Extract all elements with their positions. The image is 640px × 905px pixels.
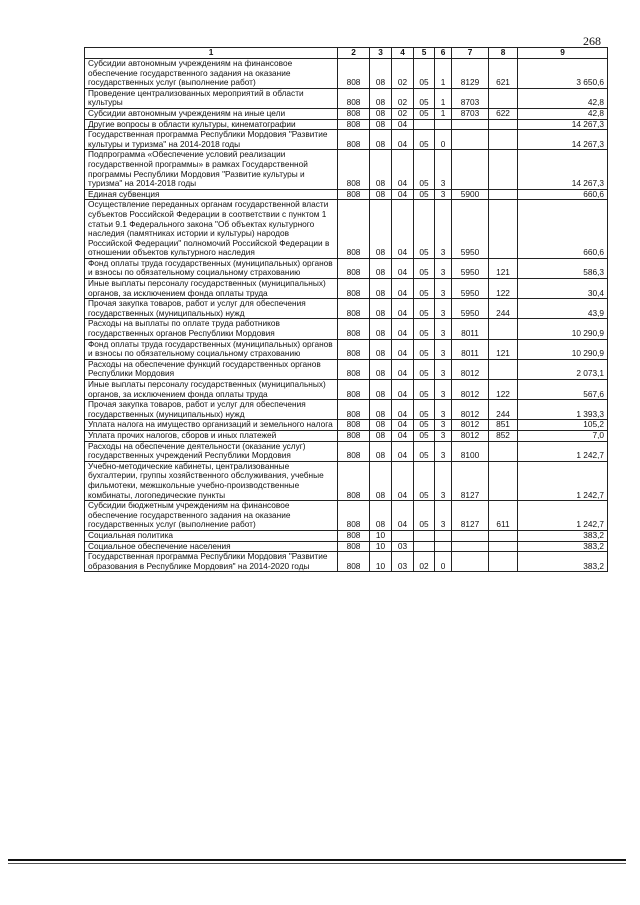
subprogram-code-cell: 3 bbox=[435, 339, 452, 359]
column-header: 1 bbox=[85, 48, 338, 59]
subprogram-code-cell: 3 bbox=[435, 189, 452, 200]
subprogram-code-cell: 3 bbox=[435, 380, 452, 400]
program-code-cell: 05 bbox=[414, 59, 435, 89]
article-code-cell bbox=[452, 552, 489, 572]
amount-cell: 383,2 bbox=[518, 552, 608, 572]
subsection-code-cell bbox=[392, 530, 414, 541]
expense-type-code-cell bbox=[489, 541, 518, 552]
ministry-code-cell: 808 bbox=[338, 119, 370, 130]
subsection-code-cell: 04 bbox=[392, 189, 414, 200]
article-code-cell: 5900 bbox=[452, 189, 489, 200]
subsection-code-cell: 02 bbox=[392, 88, 414, 108]
amount-cell: 14 267,3 bbox=[518, 119, 608, 130]
expense-type-code-cell bbox=[489, 88, 518, 108]
amount-cell: 567,6 bbox=[518, 380, 608, 400]
item-name-cell: Подпрограмма «Обеспечение условий реализации государственной программы» в рамках Государственной программы Республики Мордовия "Развитие культуры и туризма" на 2014-2018 годы bbox=[85, 150, 338, 189]
article-code-cell: 8127 bbox=[452, 461, 489, 500]
program-code-cell: 05 bbox=[414, 108, 435, 119]
ministry-code-cell: 808 bbox=[338, 530, 370, 541]
article-code-cell bbox=[452, 530, 489, 541]
program-code-cell: 02 bbox=[414, 552, 435, 572]
subprogram-code-cell: 3 bbox=[435, 299, 452, 319]
subsection-code-cell: 04 bbox=[392, 279, 414, 299]
ministry-code-cell: 808 bbox=[338, 299, 370, 319]
item-name-cell: Уплата прочих налогов, сборов и иных платежей bbox=[85, 430, 338, 441]
program-code-cell: 05 bbox=[414, 420, 435, 431]
amount-cell: 10 290,9 bbox=[518, 319, 608, 339]
table-row bbox=[85, 130, 608, 150]
expense-type-code-cell: 122 bbox=[489, 279, 518, 299]
expense-type-code-cell: 121 bbox=[489, 258, 518, 278]
program-code-cell bbox=[414, 119, 435, 130]
table-row bbox=[85, 441, 608, 461]
subprogram-code-cell bbox=[435, 530, 452, 541]
expense-type-code-cell: 244 bbox=[489, 400, 518, 420]
ministry-code-cell: 808 bbox=[338, 380, 370, 400]
subprogram-code-cell: 1 bbox=[435, 59, 452, 89]
article-code-cell: 8012 bbox=[452, 430, 489, 441]
subsection-code-cell: 04 bbox=[392, 420, 414, 431]
subsection-code-cell: 04 bbox=[392, 380, 414, 400]
subsection-code-cell: 04 bbox=[392, 441, 414, 461]
section-code-cell: 08 bbox=[370, 319, 392, 339]
table-row bbox=[85, 359, 608, 379]
item-name-cell: Государственная программа Республики Мордовия "Развитие культуры и туризма" на 2014-2018 годы bbox=[85, 130, 338, 150]
section-code-cell: 08 bbox=[370, 359, 392, 379]
item-name-cell: Государственная программа Республики Мордовия "Развитие образования в Республике Мордовия" на 2014-2020 годы bbox=[85, 552, 338, 572]
amount-cell: 14 267,3 bbox=[518, 130, 608, 150]
program-code-cell: 05 bbox=[414, 299, 435, 319]
expense-type-code-cell bbox=[489, 461, 518, 500]
subsection-code-cell: 04 bbox=[392, 430, 414, 441]
subprogram-code-cell bbox=[435, 119, 452, 130]
subprogram-code-cell: 3 bbox=[435, 359, 452, 379]
amount-cell: 383,2 bbox=[518, 530, 608, 541]
expense-type-code-cell bbox=[489, 150, 518, 189]
article-code-cell: 8012 bbox=[452, 359, 489, 379]
amount-cell: 10 290,9 bbox=[518, 339, 608, 359]
ministry-code-cell: 808 bbox=[338, 359, 370, 379]
expense-type-code-cell: 851 bbox=[489, 420, 518, 431]
table-row bbox=[85, 380, 608, 400]
table-row bbox=[85, 258, 608, 278]
item-name-cell: Расходы на выплаты по оплате труда работников государственных органов Республики Мордовия bbox=[85, 319, 338, 339]
subsection-code-cell: 02 bbox=[392, 108, 414, 119]
expense-type-code-cell: 611 bbox=[489, 501, 518, 531]
table-row bbox=[85, 299, 608, 319]
subprogram-code-cell: 3 bbox=[435, 461, 452, 500]
table-row bbox=[85, 200, 608, 259]
article-code-cell: 8012 bbox=[452, 420, 489, 431]
item-name-cell: Прочая закупка товаров, работ и услуг для обеспечения государственных (муниципальных) нужд bbox=[85, 400, 338, 420]
table-row bbox=[85, 59, 608, 89]
subsection-code-cell: 04 bbox=[392, 359, 414, 379]
amount-cell: 1 242,7 bbox=[518, 501, 608, 531]
item-name-cell: Расходы на обеспечение деятельности (оказание услуг) государственных учреждений Республики Мордовия bbox=[85, 441, 338, 461]
item-name-cell: Фонд оплаты труда государственных (муниципальных) органов и взносы по обязательному социальному страхованию bbox=[85, 258, 338, 278]
item-name-cell: Осуществление переданных органам государственной власти субъектов Российской Федерации в соответствии с пунктом 1 статьи 9.1 Федерального закона "Об объектах культурного наследия (памятниках истории и культуры) народов Российской Федерации" полномочий Российской Федерации в отношении объектов культурного наследия bbox=[85, 200, 338, 259]
item-name-cell: Фонд оплаты труда государственных (муниципальных) органов и взносы по обязательному социальному страхованию bbox=[85, 339, 338, 359]
item-name-cell: Субсидии автономным учреждениям на иные цели bbox=[85, 108, 338, 119]
program-code-cell: 05 bbox=[414, 501, 435, 531]
item-name-cell: Расходы на обеспечение функций государственных органов Республики Мордовия bbox=[85, 359, 338, 379]
article-code-cell bbox=[452, 541, 489, 552]
subprogram-code-cell: 3 bbox=[435, 150, 452, 189]
amount-cell: 660,6 bbox=[518, 189, 608, 200]
amount-cell: 105,2 bbox=[518, 420, 608, 431]
item-name-cell: Иные выплаты персоналу государственных (муниципальных) органов, за исключением фонда оплаты труда bbox=[85, 279, 338, 299]
expense-type-code-cell bbox=[489, 530, 518, 541]
subprogram-code-cell: 3 bbox=[435, 400, 452, 420]
subsection-code-cell: 04 bbox=[392, 501, 414, 531]
amount-cell: 383,2 bbox=[518, 541, 608, 552]
table-row bbox=[85, 150, 608, 189]
item-name-cell: Социальное обеспечение населения bbox=[85, 541, 338, 552]
section-code-cell: 08 bbox=[370, 258, 392, 278]
subsection-code-cell: 04 bbox=[392, 339, 414, 359]
section-code-cell: 08 bbox=[370, 441, 392, 461]
subprogram-code-cell: 0 bbox=[435, 130, 452, 150]
expense-type-code-cell bbox=[489, 359, 518, 379]
program-code-cell: 05 bbox=[414, 430, 435, 441]
amount-cell: 1 393,3 bbox=[518, 400, 608, 420]
table-row bbox=[85, 400, 608, 420]
article-code-cell: 5950 bbox=[452, 200, 489, 259]
section-code-cell: 08 bbox=[370, 501, 392, 531]
amount-cell: 42,8 bbox=[518, 88, 608, 108]
program-code-cell: 05 bbox=[414, 359, 435, 379]
program-code-cell: 05 bbox=[414, 319, 435, 339]
section-code-cell: 08 bbox=[370, 400, 392, 420]
subprogram-code-cell: 3 bbox=[435, 420, 452, 431]
section-code-cell: 10 bbox=[370, 530, 392, 541]
item-name-cell: Уплата налога на имущество организаций и земельного налога bbox=[85, 420, 338, 431]
section-code-cell: 08 bbox=[370, 130, 392, 150]
table-row bbox=[85, 119, 608, 130]
subprogram-code-cell: 3 bbox=[435, 279, 452, 299]
subsection-code-cell: 04 bbox=[392, 299, 414, 319]
program-code-cell: 05 bbox=[414, 461, 435, 500]
expense-type-code-cell: 621 bbox=[489, 59, 518, 89]
section-code-cell: 08 bbox=[370, 339, 392, 359]
column-header: 5 bbox=[414, 48, 435, 59]
ministry-code-cell: 808 bbox=[338, 441, 370, 461]
table-row bbox=[85, 430, 608, 441]
subsection-code-cell: 03 bbox=[392, 552, 414, 572]
ministry-code-cell: 808 bbox=[338, 400, 370, 420]
amount-cell: 1 242,7 bbox=[518, 441, 608, 461]
amount-cell: 42,8 bbox=[518, 108, 608, 119]
section-code-cell: 08 bbox=[370, 150, 392, 189]
article-code-cell: 8703 bbox=[452, 108, 489, 119]
program-code-cell: 05 bbox=[414, 150, 435, 189]
subsection-code-cell: 04 bbox=[392, 150, 414, 189]
subprogram-code-cell: 3 bbox=[435, 319, 452, 339]
section-code-cell: 08 bbox=[370, 420, 392, 431]
page-number: 268 bbox=[583, 34, 601, 48]
table-row bbox=[85, 530, 608, 541]
expense-type-code-cell bbox=[489, 200, 518, 259]
section-code-cell: 08 bbox=[370, 119, 392, 130]
amount-cell: 43,9 bbox=[518, 299, 608, 319]
section-code-cell: 08 bbox=[370, 189, 392, 200]
column-header: 7 bbox=[452, 48, 489, 59]
ministry-code-cell: 808 bbox=[338, 420, 370, 431]
table-row bbox=[85, 541, 608, 552]
expense-type-code-cell bbox=[489, 552, 518, 572]
item-name-cell: Субсидии автономным учреждениям на финансовое обеспечение государственного задания на оказание государственных услуг (выполнение работ) bbox=[85, 59, 338, 89]
program-code-cell: 05 bbox=[414, 130, 435, 150]
section-code-cell: 08 bbox=[370, 299, 392, 319]
subsection-code-cell: 04 bbox=[392, 258, 414, 278]
column-header: 8 bbox=[489, 48, 518, 59]
subsection-code-cell: 04 bbox=[392, 200, 414, 259]
subprogram-code-cell: 0 bbox=[435, 552, 452, 572]
subprogram-code-cell: 3 bbox=[435, 430, 452, 441]
program-code-cell bbox=[414, 541, 435, 552]
ministry-code-cell: 808 bbox=[338, 258, 370, 278]
program-code-cell: 05 bbox=[414, 441, 435, 461]
amount-cell: 586,3 bbox=[518, 258, 608, 278]
subsection-code-cell: 04 bbox=[392, 119, 414, 130]
amount-cell: 660,6 bbox=[518, 200, 608, 259]
section-code-cell: 08 bbox=[370, 279, 392, 299]
item-name-cell: Единая субвенция bbox=[85, 189, 338, 200]
column-header: 9 bbox=[518, 48, 608, 59]
article-code-cell: 8129 bbox=[452, 59, 489, 89]
ministry-code-cell: 808 bbox=[338, 339, 370, 359]
ministry-code-cell: 808 bbox=[338, 130, 370, 150]
item-name-cell: Учебно-методические кабинеты, централизованные бухгалтерии, группы хозяйственного обслуживания, учебные фильмотеки, межшкольные учебно-производственные комбинаты, логопедические пункты bbox=[85, 461, 338, 500]
table-row bbox=[85, 461, 608, 500]
amount-cell: 2 073,1 bbox=[518, 359, 608, 379]
section-code-cell: 08 bbox=[370, 108, 392, 119]
expense-type-code-cell bbox=[489, 119, 518, 130]
ministry-code-cell: 808 bbox=[338, 552, 370, 572]
program-code-cell: 05 bbox=[414, 189, 435, 200]
subsection-code-cell: 03 bbox=[392, 541, 414, 552]
item-name-cell: Субсидии бюджетным учреждениям на финансовое обеспечение государственного задания на оказание государственных услуг (выполнение работ) bbox=[85, 501, 338, 531]
expense-type-code-cell: 244 bbox=[489, 299, 518, 319]
expense-type-code-cell bbox=[489, 189, 518, 200]
article-code-cell: 5950 bbox=[452, 258, 489, 278]
footer-rule-thin bbox=[8, 863, 626, 864]
table-row bbox=[85, 552, 608, 572]
item-name-cell: Иные выплаты персоналу государственных (муниципальных) органов, за исключением фонда оплаты труда bbox=[85, 380, 338, 400]
ministry-code-cell: 808 bbox=[338, 88, 370, 108]
ministry-code-cell: 808 bbox=[338, 501, 370, 531]
item-name-cell: Проведение централизованных мероприятий в области культуры bbox=[85, 88, 338, 108]
expense-type-code-cell bbox=[489, 319, 518, 339]
column-header: 6 bbox=[435, 48, 452, 59]
expense-type-code-cell: 121 bbox=[489, 339, 518, 359]
article-code-cell: 8012 bbox=[452, 400, 489, 420]
ministry-code-cell: 808 bbox=[338, 319, 370, 339]
section-code-cell: 08 bbox=[370, 59, 392, 89]
ministry-code-cell: 808 bbox=[338, 108, 370, 119]
section-code-cell: 08 bbox=[370, 200, 392, 259]
section-code-cell: 08 bbox=[370, 461, 392, 500]
program-code-cell: 05 bbox=[414, 339, 435, 359]
column-number-row bbox=[85, 48, 608, 59]
section-code-cell: 08 bbox=[370, 88, 392, 108]
program-code-cell: 05 bbox=[414, 258, 435, 278]
article-code-cell: 8012 bbox=[452, 380, 489, 400]
subprogram-code-cell bbox=[435, 541, 452, 552]
table-body bbox=[85, 59, 608, 572]
subsection-code-cell: 04 bbox=[392, 130, 414, 150]
table-row bbox=[85, 319, 608, 339]
ministry-code-cell: 808 bbox=[338, 200, 370, 259]
article-code-cell bbox=[452, 150, 489, 189]
expense-type-code-cell bbox=[489, 130, 518, 150]
article-code-cell: 8011 bbox=[452, 319, 489, 339]
article-code-cell: 8011 bbox=[452, 339, 489, 359]
amount-cell: 1 242,7 bbox=[518, 461, 608, 500]
ministry-code-cell: 808 bbox=[338, 279, 370, 299]
table-row bbox=[85, 501, 608, 531]
amount-cell: 3 650,6 bbox=[518, 59, 608, 89]
section-code-cell: 08 bbox=[370, 380, 392, 400]
section-code-cell: 08 bbox=[370, 430, 392, 441]
ministry-code-cell: 808 bbox=[338, 430, 370, 441]
column-header: 2 bbox=[338, 48, 370, 59]
budget-table bbox=[84, 47, 608, 572]
amount-cell: 14 267,3 bbox=[518, 150, 608, 189]
ministry-code-cell: 808 bbox=[338, 189, 370, 200]
article-code-cell: 8100 bbox=[452, 441, 489, 461]
item-name-cell: Прочая закупка товаров, работ и услуг для обеспечения государственных (муниципальных) нужд bbox=[85, 299, 338, 319]
subprogram-code-cell: 3 bbox=[435, 501, 452, 531]
amount-cell: 30,4 bbox=[518, 279, 608, 299]
item-name-cell: Другие вопросы в области культуры, кинематографии bbox=[85, 119, 338, 130]
article-code-cell bbox=[452, 130, 489, 150]
item-name-cell: Социальная политика bbox=[85, 530, 338, 541]
program-code-cell: 05 bbox=[414, 88, 435, 108]
table-row bbox=[85, 88, 608, 108]
subsection-code-cell: 02 bbox=[392, 59, 414, 89]
subsection-code-cell: 04 bbox=[392, 400, 414, 420]
column-header: 4 bbox=[392, 48, 414, 59]
program-code-cell bbox=[414, 530, 435, 541]
table-row bbox=[85, 108, 608, 119]
article-code-cell: 8703 bbox=[452, 88, 489, 108]
subprogram-code-cell: 3 bbox=[435, 200, 452, 259]
subprogram-code-cell: 3 bbox=[435, 258, 452, 278]
program-code-cell: 05 bbox=[414, 400, 435, 420]
expense-type-code-cell: 622 bbox=[489, 108, 518, 119]
program-code-cell: 05 bbox=[414, 200, 435, 259]
expense-type-code-cell: 852 bbox=[489, 430, 518, 441]
table-row bbox=[85, 189, 608, 200]
subprogram-code-cell: 1 bbox=[435, 108, 452, 119]
program-code-cell: 05 bbox=[414, 380, 435, 400]
expense-type-code-cell: 122 bbox=[489, 380, 518, 400]
table-row bbox=[85, 339, 608, 359]
ministry-code-cell: 808 bbox=[338, 150, 370, 189]
expense-type-code-cell bbox=[489, 441, 518, 461]
article-code-cell: 8127 bbox=[452, 501, 489, 531]
program-code-cell: 05 bbox=[414, 279, 435, 299]
subsection-code-cell: 04 bbox=[392, 461, 414, 500]
section-code-cell: 10 bbox=[370, 552, 392, 572]
table-row bbox=[85, 279, 608, 299]
subprogram-code-cell: 1 bbox=[435, 88, 452, 108]
ministry-code-cell: 808 bbox=[338, 461, 370, 500]
footer-rule bbox=[8, 859, 626, 861]
section-code-cell: 10 bbox=[370, 541, 392, 552]
ministry-code-cell: 808 bbox=[338, 541, 370, 552]
subprogram-code-cell: 3 bbox=[435, 441, 452, 461]
article-code-cell bbox=[452, 119, 489, 130]
ministry-code-cell: 808 bbox=[338, 59, 370, 89]
article-code-cell: 5950 bbox=[452, 299, 489, 319]
amount-cell: 7,0 bbox=[518, 430, 608, 441]
article-code-cell: 5950 bbox=[452, 279, 489, 299]
subsection-code-cell: 04 bbox=[392, 319, 414, 339]
column-header: 3 bbox=[370, 48, 392, 59]
table-row bbox=[85, 420, 608, 431]
